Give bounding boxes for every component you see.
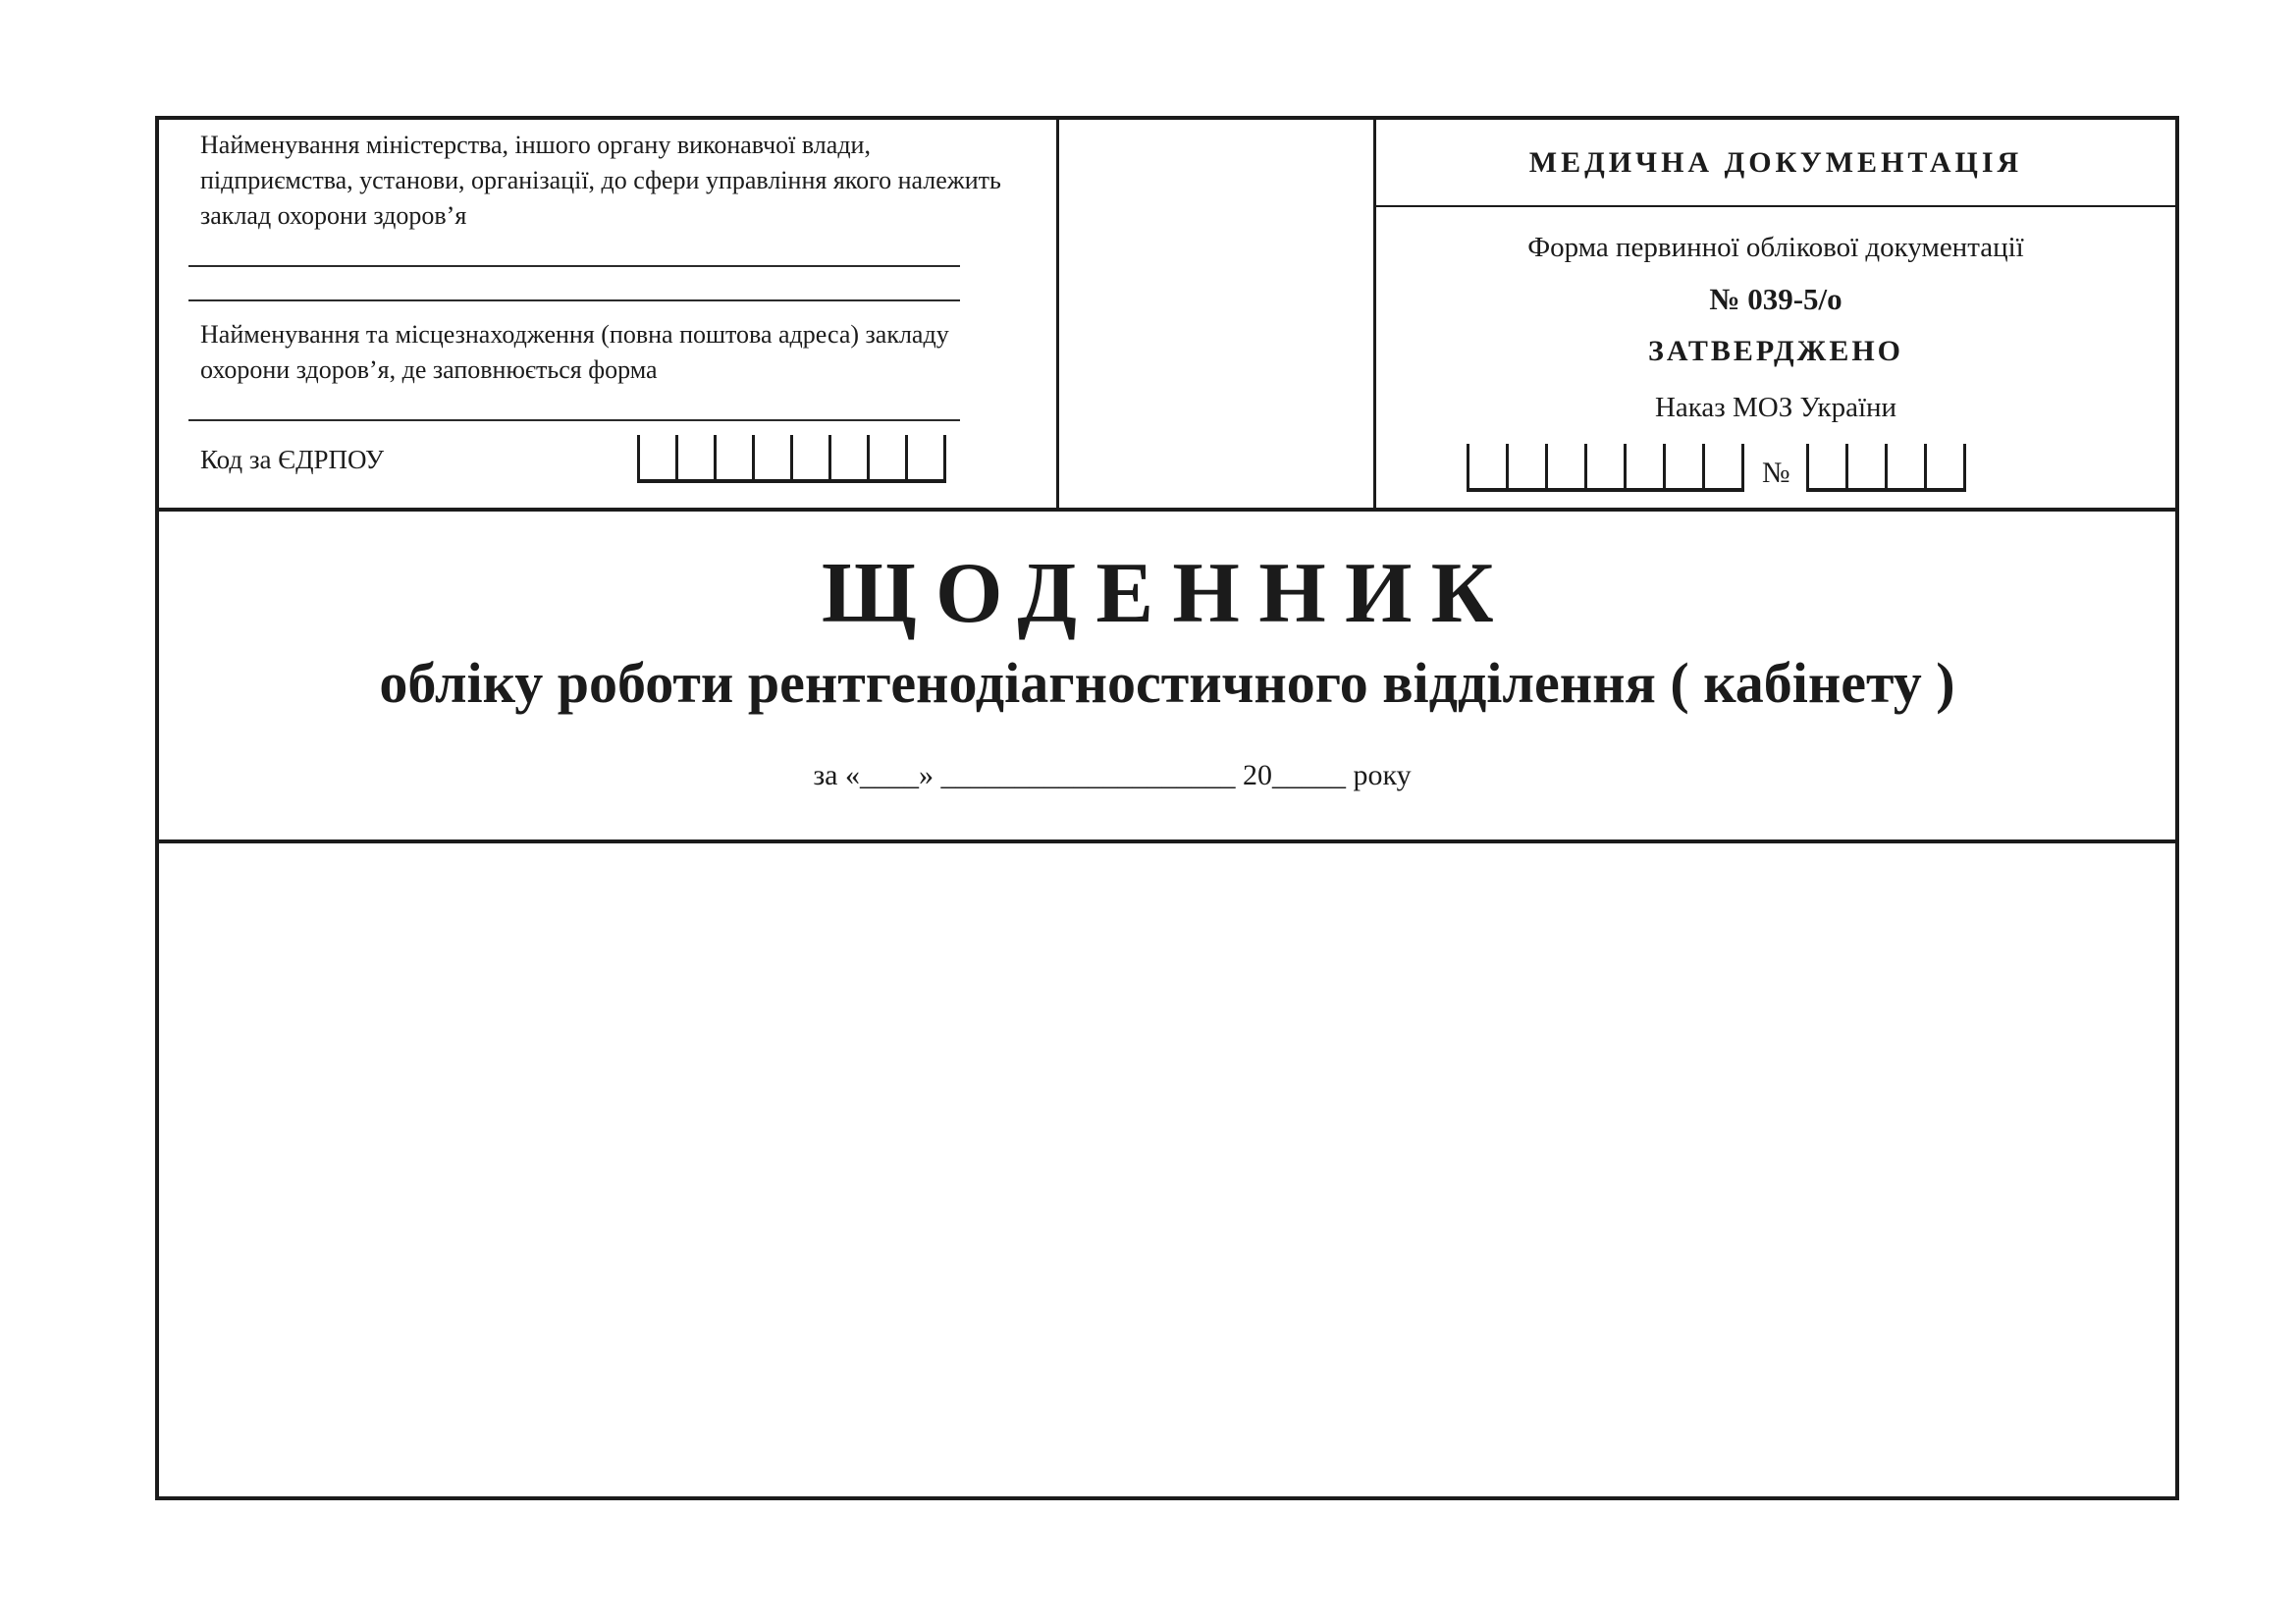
edrpou-grid[interactable]	[637, 435, 946, 483]
edrpou-label: Код за ЄДРПОУ	[200, 445, 385, 474]
header-middle-cell	[1059, 120, 1376, 508]
order-grids-row	[1376, 444, 2175, 492]
org-label-line: підприємства, установи, організації, до сфери управління якого належить	[200, 166, 1001, 194]
grid-cell[interactable]	[1806, 444, 1845, 488]
grid-cell[interactable]	[752, 435, 790, 479]
med-doc-box	[1376, 120, 2175, 207]
grid-cell[interactable]	[714, 435, 752, 479]
page-title: ЩОДЕННИК	[822, 546, 1513, 641]
address-fill-line[interactable]	[188, 419, 960, 421]
grid-cell[interactable]	[905, 435, 943, 479]
grid-cell[interactable]	[637, 435, 675, 479]
order-label: Наказ МОЗ України	[1654, 392, 1897, 424]
page-subtitle: обліку роботи рентгенодіагностичного відділення ( кабінету )	[379, 651, 1955, 715]
org-label-line: Найменування міністерства, іншого органу виконавчої влади,	[200, 131, 871, 159]
form-line: Форма первинної облікової документації	[1527, 232, 2024, 263]
edrpou-row	[188, 435, 960, 483]
grid-cell[interactable]	[1663, 444, 1702, 488]
header-right-cell	[1376, 120, 2175, 508]
org-fill-line[interactable]	[188, 299, 960, 301]
address-label-line: Найменування та місцезнаходження (повна поштова адреса) закладу	[200, 320, 949, 349]
grid-cell[interactable]	[790, 435, 828, 479]
grid-cell[interactable]	[828, 435, 867, 479]
address-label	[200, 317, 1056, 388]
med-doc-title: МЕДИЧНА ДОКУМЕНТАЦІЯ	[1528, 145, 2023, 179]
body-empty-area	[159, 843, 2175, 1496]
org-fill-line[interactable]	[188, 265, 960, 267]
header-left-cell	[159, 120, 1059, 508]
grid-cell[interactable]	[1545, 444, 1584, 488]
grid-cell[interactable]	[1702, 444, 1741, 488]
org-label	[200, 128, 1056, 234]
org-label-line: заклад охорони здоров’я	[200, 201, 467, 230]
order-date-grid[interactable]	[1467, 444, 1744, 492]
form-info	[1376, 229, 2175, 428]
grid-cell[interactable]	[867, 435, 905, 479]
form-number: № 039-5/о	[1709, 282, 1842, 317]
number-label: №	[1762, 456, 1790, 489]
address-label-line: охорони здоров’я, де заповнюється форма	[200, 355, 658, 384]
approved-label: ЗАТВЕРДЖЕНО	[1648, 334, 1903, 367]
grid-cell[interactable]	[1624, 444, 1663, 488]
grid-cell[interactable]	[1467, 444, 1506, 488]
title-section	[159, 512, 2175, 843]
grid-cell[interactable]	[1845, 444, 1885, 488]
grid-cell[interactable]	[1506, 444, 1545, 488]
form-border	[155, 116, 2179, 1500]
order-number-grid[interactable]	[1806, 444, 1966, 492]
header-row	[159, 120, 2175, 512]
grid-cell[interactable]	[1924, 444, 1963, 488]
grid-cell[interactable]	[1885, 444, 1924, 488]
date-fill-line[interactable]: за «____» ____________________ 20_____ року	[813, 759, 1412, 791]
grid-cell[interactable]	[675, 435, 714, 479]
grid-cell[interactable]	[1584, 444, 1624, 488]
